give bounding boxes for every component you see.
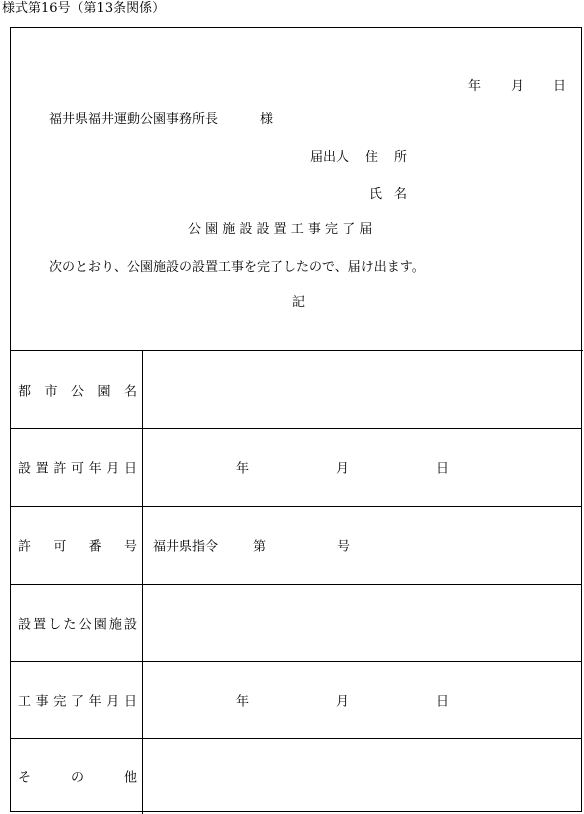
row-label-char: 許 xyxy=(53,461,67,477)
body-text: 次のとおり、公園施設の設置工事を完了したので、届け出ます。 xyxy=(49,260,425,275)
row-label-char: 設 xyxy=(123,617,137,632)
row-label-char: 他 xyxy=(123,770,137,786)
row-label-char: 了 xyxy=(70,694,84,709)
honorific: 様 xyxy=(260,112,274,127)
row-label xyxy=(18,380,137,399)
note-mark: 記 xyxy=(292,295,306,310)
row-label-char: 年 xyxy=(88,461,102,477)
completion-date-year: 年 xyxy=(236,694,250,709)
permit-date-year: 年 xyxy=(236,461,250,477)
row-label-char: 施 xyxy=(108,617,122,632)
row-label-char: の xyxy=(70,770,84,786)
notifier-label: 届出人 xyxy=(310,150,350,165)
permit-date-day: 日 xyxy=(436,461,450,477)
row-label-char: 日 xyxy=(123,461,137,477)
row-label-cell xyxy=(10,738,143,814)
row-label-char: た xyxy=(63,617,77,632)
row-label-char: 月 xyxy=(106,461,120,477)
table-row xyxy=(10,428,582,507)
table-row xyxy=(10,661,582,739)
row-label-char: 設 xyxy=(18,461,32,477)
row-label-char: 許 xyxy=(18,539,32,555)
row-label-char: 工 xyxy=(18,694,32,709)
row-label-char: 公 xyxy=(70,384,84,399)
date-day-label: 日 xyxy=(553,79,567,94)
row-label-char: 都 xyxy=(18,384,32,399)
row-label-char: 市 xyxy=(44,384,58,399)
document-title: 公 園 施 設 設 置 工 事 完 了 届 xyxy=(188,222,373,237)
row-label-char: 公 xyxy=(78,617,92,632)
row-label-char: 完 xyxy=(53,694,67,709)
name-label-2: 名 xyxy=(394,187,408,202)
row-label-cell xyxy=(10,661,143,738)
row-label-char: 設 xyxy=(18,617,32,632)
row-label xyxy=(18,690,137,709)
row-label-char: そ xyxy=(18,770,32,786)
name-label: 氏 xyxy=(369,187,383,202)
table-row xyxy=(10,584,582,662)
row-label xyxy=(18,536,137,555)
row-label-char: し xyxy=(48,617,62,632)
row-label-char: 園 xyxy=(97,384,111,399)
row-label-char: 園 xyxy=(93,617,107,632)
row-label-char: 置 xyxy=(33,617,47,632)
row-label-cell xyxy=(10,506,143,584)
row-label-cell xyxy=(10,584,143,661)
completion-date-day: 日 xyxy=(436,694,450,709)
date-month-label: 月 xyxy=(511,79,525,94)
address-label: 住 xyxy=(365,150,379,165)
row-label xyxy=(18,767,137,786)
row-label-char: 号 xyxy=(123,539,137,555)
addressee: 福井県福井運動公園事務所長 xyxy=(49,112,219,127)
table-row xyxy=(10,738,582,814)
completion-date-month: 月 xyxy=(336,694,350,709)
permit-prefix: 福井県指令 xyxy=(153,539,219,555)
table-row xyxy=(10,506,582,585)
date-year-label: 年 xyxy=(468,79,482,94)
permit-gou: 号 xyxy=(337,539,351,555)
table-row xyxy=(10,351,582,429)
row-label-char: 名 xyxy=(123,384,137,399)
row-label-cell xyxy=(10,428,143,506)
row-label-char: 年 xyxy=(88,694,102,709)
row-label-char: 置 xyxy=(35,461,49,477)
row-label-char: 事 xyxy=(35,694,49,709)
form-table xyxy=(10,350,583,814)
row-label-char: 可 xyxy=(70,461,84,477)
permit-date-month: 月 xyxy=(336,461,350,477)
row-label-char: 日 xyxy=(123,694,137,709)
row-label xyxy=(18,613,137,632)
permit-dai: 第 xyxy=(253,539,267,555)
row-label-cell xyxy=(10,351,143,428)
address-label-2: 所 xyxy=(394,150,408,165)
row-label-char: 番 xyxy=(88,539,102,555)
row-label-char: 月 xyxy=(106,694,120,709)
form-number-label: 様式第16号（第13条関係） xyxy=(2,1,166,16)
row-label-char: 可 xyxy=(53,539,67,555)
row-label xyxy=(18,458,137,477)
